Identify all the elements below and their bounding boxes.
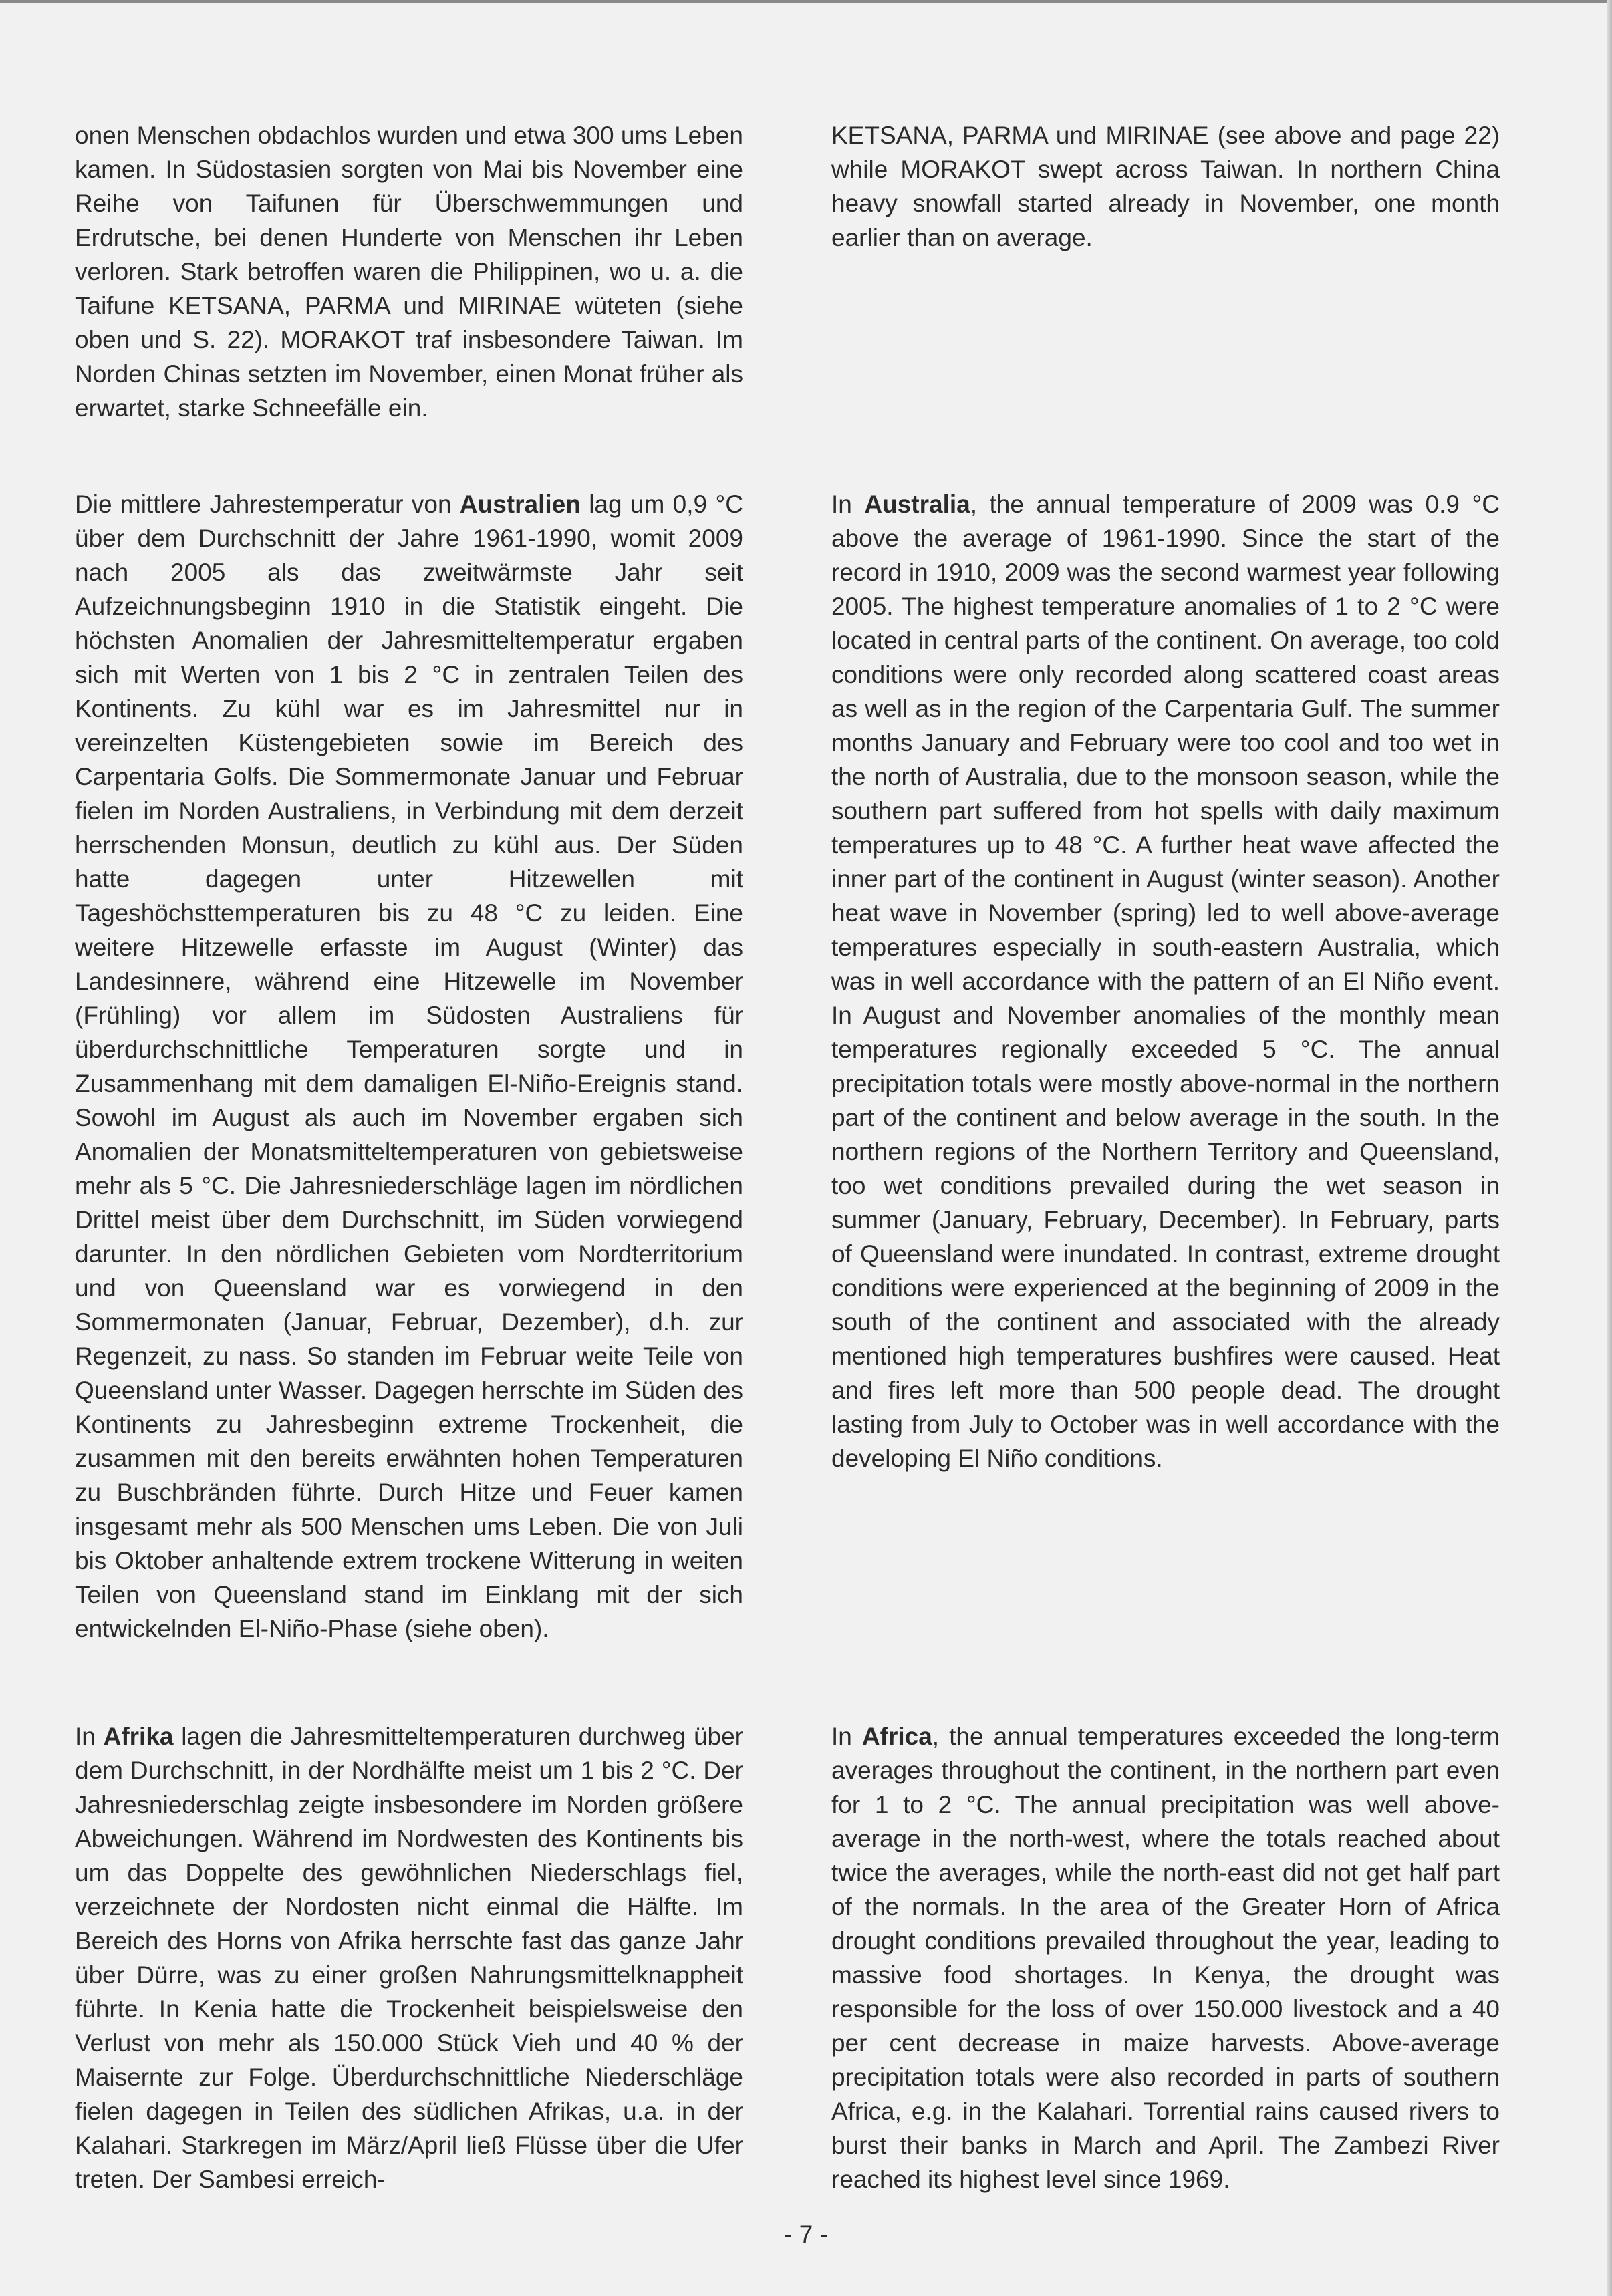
german-australia-lead: Die mittlere Jahrestemperatur von [75, 490, 460, 518]
german-australia-body: lag um 0,9 °C über dem Durchschnitt der Jahre 1961-1990, womit 2009 nach 2005 als das zweitwärmste Jahr seit Aufzeichnungsbeginn 1910 in die Statistik eingeht. Die höchsten Anomalien der Jahresmitteltemperatur ergaben sich mit Werten von 1 bis 2 °C in zentralen Teilen des Kontinents. Zu kühl war es im Jahresmittel nur in vereinzelten Küstengebieten sowie im Bereich des Carpentaria Golfs. Die Sommermonate Januar und Februar fielen im Norden Australiens, in Verbindung mit dem derzeit herrschenden Monsun, deutlich zu kühl aus. Der Süden hatte dagegen unter Hitzewellen mit Tageshöchsttemperaturen bis zu 48 °C zu leiden. Eine weitere Hitzewelle erfasste im August (Winter) das Landesinnere, während eine Hitzewelle im November (Frühling) vor allem im Südosten Australiens für überdurchschnittliche Temperaturen sorgte und in Zusammenhang mit dem damaligen El-Niño-Ereignis stand. Sowohl im August als auch im November ergaben sich Anomalien der Monatsmitteltemperaturen von gebietsweise mehr als 5 °C. Die Jahresniederschläge lagen im nördlichen Drittel meist über dem Durchschnitt, im Süden vorwiegend darunter. In den nördlichen Gebieten vom Nordterritorium und von Queensland war es vorwiegend in den Sommermonaten (Januar, Februar, Dezember), d.h. zur Regenzeit, zu nass. So standen im Februar weite Teile von Queensland unter Wasser. Dagegen herrschte im Süden des Kontinents zu Jahresbeginn extreme Trockenheit, die zusammen mit den bereits erwähnten hohen Temperaturen zu Buschbränden führte. Durch Hitze und Feuer kamen insgesamt mehr als 500 Menschen ums Leben. Die von Juli bis Oktober anhaltende extrem trockene Witterung in weiten Teilen von Queensland stand im Einklang mit der sich entwickelnden El-Niño-Phase (siehe oben). [75, 490, 743, 1642]
english-paragraph-africa [831, 1695, 1500, 2221]
english-paragraph-1-text: KETSANA, PARMA und MIRINAE (see above and page 22) while MORAKOT swept across Taiwan. In northern China heavy snowfall started already in November, one month earlier than on average. [831, 122, 1500, 251]
english-australia-lead: In [831, 490, 865, 518]
page-edge-right [1607, 0, 1612, 2296]
german-paragraph-1-text: onen Menschen obdachlos wurden und etwa 300 ums Leben kamen. In Südostasien sorgten von Mai bis November eine Reihe von Taifunen für Überschwemmungen und Erdrutsche, bei denen Hunderte von Menschen ihr Leben verloren. Stark betroffen waren die Philippinen, wo u. a. die Taifune KETSANA, PARMA und MIRINAE wüteten (siehe oben und S. 22). MORAKOT traf insbesondere Taiwan. Im Norden Chinas setzten im November, einen Monat früher als erwartet, starke Schneefälle ein. [75, 122, 743, 422]
english-paragraph-australia [831, 462, 1500, 1500]
english-paragraph-1 [831, 94, 1500, 279]
german-australia-heading: Australien [459, 490, 581, 518]
german-africa-body: lagen die Jahresmitteltemperaturen durchweg über dem Durchschnitt, in der Nordhälfte meist um 1 bis 2 °C. Der Jahresniederschlag zeigte insbesondere im Norden größere Abweichungen. Während im Nordwesten des Kontinents bis um das Doppelte des gewöhnlichen Niederschlags fiel, verzeichnete der Nordosten nicht einmal die Hälfte. Im Bereich des Horns von Afrika herrschte fast das ganze Jahr über Dürre, was zu einer großen Nahrungsmittelknappheit führte. In Kenia hatte die Trockenheit beispielsweise den Verlust von mehr als 150.000 Stück Vieh und 40 % der Maisernte zur Folge. Überdurchschnittliche Niederschläge fielen dagegen in Teilen des südlichen Afrikas, u.a. in der Kalahari. Starkregen im März/April ließ Flüsse über die Ufer treten. Der Sambesi erreich- [75, 1723, 744, 2193]
english-paragraph-australia-text [831, 487, 1500, 1475]
german-paragraph-australia-text [75, 487, 743, 1646]
german-paragraph-1 [75, 94, 743, 450]
german-paragraph-africa-text [75, 1719, 743, 2196]
english-paragraph-africa-text [831, 1719, 1500, 2196]
page-edge-top [0, 0, 1612, 3]
english-africa-lead: In [831, 1723, 862, 1750]
english-australia-heading: Australia [864, 490, 970, 518]
german-africa-lead: In [75, 1723, 104, 1750]
german-paragraph-australia [75, 462, 743, 1671]
english-africa-body: , the annual temperatures exceeded the long-term averages throughout the continent, in the northern part even for 1 to 2 °C. The annual precipitation was well above-average in the north-west, where the totals reached about twice the averages, while the north-east did not get half part of the normals. In the area of the Greater Horn of Africa drought conditions prevailed throughout the year, leading to massive food shortages. In Kenya, the drought was responsible for the loss of over 150.000 livestock and a 40 per cent decrease in maize harvests. Above-average precipitation totals were also recorded in parts of southern Africa, e.g. in the Kalahari. Torrential rains caused rivers to burst their banks in March and April. The Zambezi River reached its highest level since 1969. [831, 1723, 1500, 2193]
english-africa-heading: Africa [861, 1723, 932, 1750]
german-africa-heading: Afrika [103, 1723, 174, 1750]
german-paragraph-africa [75, 1695, 743, 2221]
english-australia-body: , the annual temperature of 2009 was 0.9 °C above the average of 1961-1990. Since the start of the record in 1910, 2009 was the second warmest year following 2005. The highest temperature anomalies of 1 to 2 °C were located in central parts of the continent. On average, too cold conditions were only recorded along scattered coast areas as well as in the region of the Carpentaria Gulf. The summer months January and February were too cool and too wet in the north of Australia, due to the monsoon season, while the southern part suffered from hot spells with daily maximum temperatures up to 48 °C. A further heat wave affected the inner part of the continent in August (winter season). Another heat wave in November (spring) led to well above-average temperatures especially in south-eastern Australia, which was in well accordance with the pattern of an El Niño event. In August and November anomalies of the monthly mean temperatures regionally exceeded 5 °C. The annual precipitation totals were mostly above-normal in the northern part of the continent and below average in the south. In the northern regions of the Northern Territory and Queensland, too wet conditions prevailed during the wet season in summer (January, February, December). In February, parts of Queensland were inundated. In contrast, extreme drought conditions were experienced at the beginning of 2009 in the south of the continent and associated with the already mentioned high temperatures bushfires were caused. Heat and fires left more than 500 people dead. The drought lasting from July to October was in well accordance with the developing El Niño conditions. [831, 490, 1500, 1472]
page-number: - 7 - [784, 2220, 828, 2248]
